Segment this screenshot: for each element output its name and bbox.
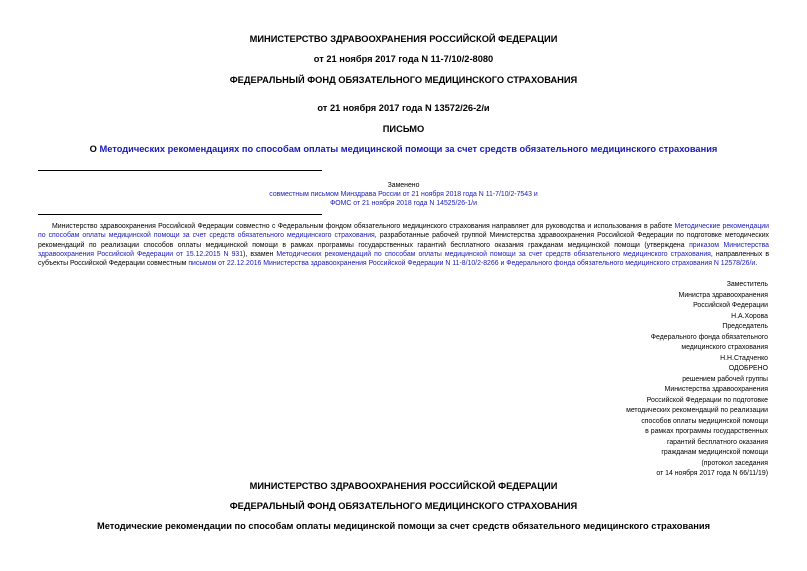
approval-line: гарантий бесплатного оказания	[666, 438, 768, 446]
body-link-order-931[interactable]: приказом Министерства здравоохранения Российской Федерации от 15.12.2015 N 931	[38, 241, 769, 258]
signature-line: Н.А.Хорова	[731, 312, 768, 320]
recommendations-title: Методические рекомендации по способам оплаты медицинской помощи за счет средств обязательного медицинского страхования	[97, 521, 710, 531]
signature-line: Н.Н.Стадченко	[720, 354, 768, 362]
approval-line: ОДОБРЕНО	[728, 365, 768, 372]
divider-top	[38, 170, 322, 171]
replaced-link-line-1[interactable]: совместным письмом Минздрава России от 21 ноября 2018 года N 11-7/10/2-7543 и	[269, 191, 538, 198]
subject-prefix: О	[89, 144, 100, 154]
signature-line: Заместитель	[726, 281, 768, 288]
footer-fund-heading: ФЕДЕРАЛЬНЫЙ ФОНД ОБЯЗАТЕЛЬНОГО МЕДИЦИНСКОГО СТРАХОВАНИЯ	[229, 501, 578, 511]
document-type: ПИСЬМО	[382, 124, 425, 134]
signature-line: Российской Федерации	[693, 302, 768, 309]
approval-line: решением рабочей группы	[682, 375, 768, 383]
replaced-link-line-2[interactable]: ФОМС от 21 ноября 2018 года N 14525/26-1/и	[330, 200, 477, 207]
body-link-letter-2016[interactable]: письмом от 22.12.2016 Министерства здравоохранения Российской Федерации N 11-8/10/2-8266 и Федерального фонда обязательного медицинского страхования N 12578/26/и	[188, 260, 756, 268]
subject-link[interactable]: Методических рекомендациях по способам оплаты медицинской помощи за счет средств обязательного медицинского страхования	[99, 144, 718, 154]
body-text-3: ), взамен	[243, 250, 277, 258]
letter-subject	[0, 144, 807, 154]
body-text-5: .	[755, 260, 758, 268]
footer-ministry-heading: МИНИСТЕРСТВО ЗДРАВООХРАНЕНИЯ РОССИЙСКОЙ ФЕДЕРАЦИИ	[249, 481, 558, 491]
approval-line: от 14 ноября 2017 года N 66/11/19)	[656, 470, 768, 477]
replaced-label: Заменено	[387, 182, 420, 189]
ministry-letter-date: от 21 ноября 2017 года N 11-7/10/2-8080	[313, 54, 494, 64]
signature-line: Федерального фонда обязательного	[650, 333, 768, 341]
approval-line: способов оплаты медицинской помощи	[641, 417, 768, 425]
body-link-recommendations[interactable]: Методические рекомендации по способам оплаты медицинской помощи за счет средств обязательного медицинского страхования	[38, 223, 769, 240]
body-paragraph	[38, 222, 769, 268]
body-text-2: , разработанные рабочей группой Министерства здравоохранения Российской Федерации по подготовке методических рекомендаций по реализации способов оплаты медицинской помощи в рамках программы государственных гарантий бесплатного оказания гражданам медицинской помощи (утверждена	[38, 232, 769, 249]
signature-block	[626, 280, 768, 480]
body-text-1: Министерство здравоохранения Российской Федерации совместно с Федеральным фондом обязательного медицинского страхования направляет для руководства и использования в работе	[52, 223, 675, 230]
fund-heading: ФЕДЕРАЛЬНЫЙ ФОНД ОБЯЗАТЕЛЬНОГО МЕДИЦИНСКОГО СТРАХОВАНИЯ	[229, 75, 578, 85]
signature-line: Министра здравоохранения	[678, 291, 768, 299]
approval-line: Министерства здравоохранения	[664, 386, 768, 393]
approval-line: гражданам медицинской помощи	[661, 449, 768, 456]
approval-line: (протокол заседания	[701, 459, 768, 467]
signature-line: медицинского страхования	[681, 344, 768, 351]
fund-letter-date: от 21 ноября 2017 года N 13572/26-2/и	[317, 103, 490, 113]
signature-line: Председатель	[722, 323, 768, 330]
approval-line: методических рекомендаций по реализации	[626, 407, 768, 414]
ministry-heading: МИНИСТЕРСТВО ЗДРАВООХРАНЕНИЯ РОССИЙСКОЙ ФЕДЕРАЦИИ	[249, 34, 558, 44]
approval-line: Российской Федерации по подготовке	[646, 396, 768, 404]
approval-line: в рамках программы государственных	[645, 428, 768, 435]
divider-bottom	[38, 214, 322, 215]
body-text-4: , направленных в субъекты Российской Федерации совместным	[38, 250, 769, 268]
body-link-previous-recommendations[interactable]: Методических рекомендаций по способам оплаты медицинской помощи за счет средств обязательного медицинского страхования	[276, 250, 711, 258]
